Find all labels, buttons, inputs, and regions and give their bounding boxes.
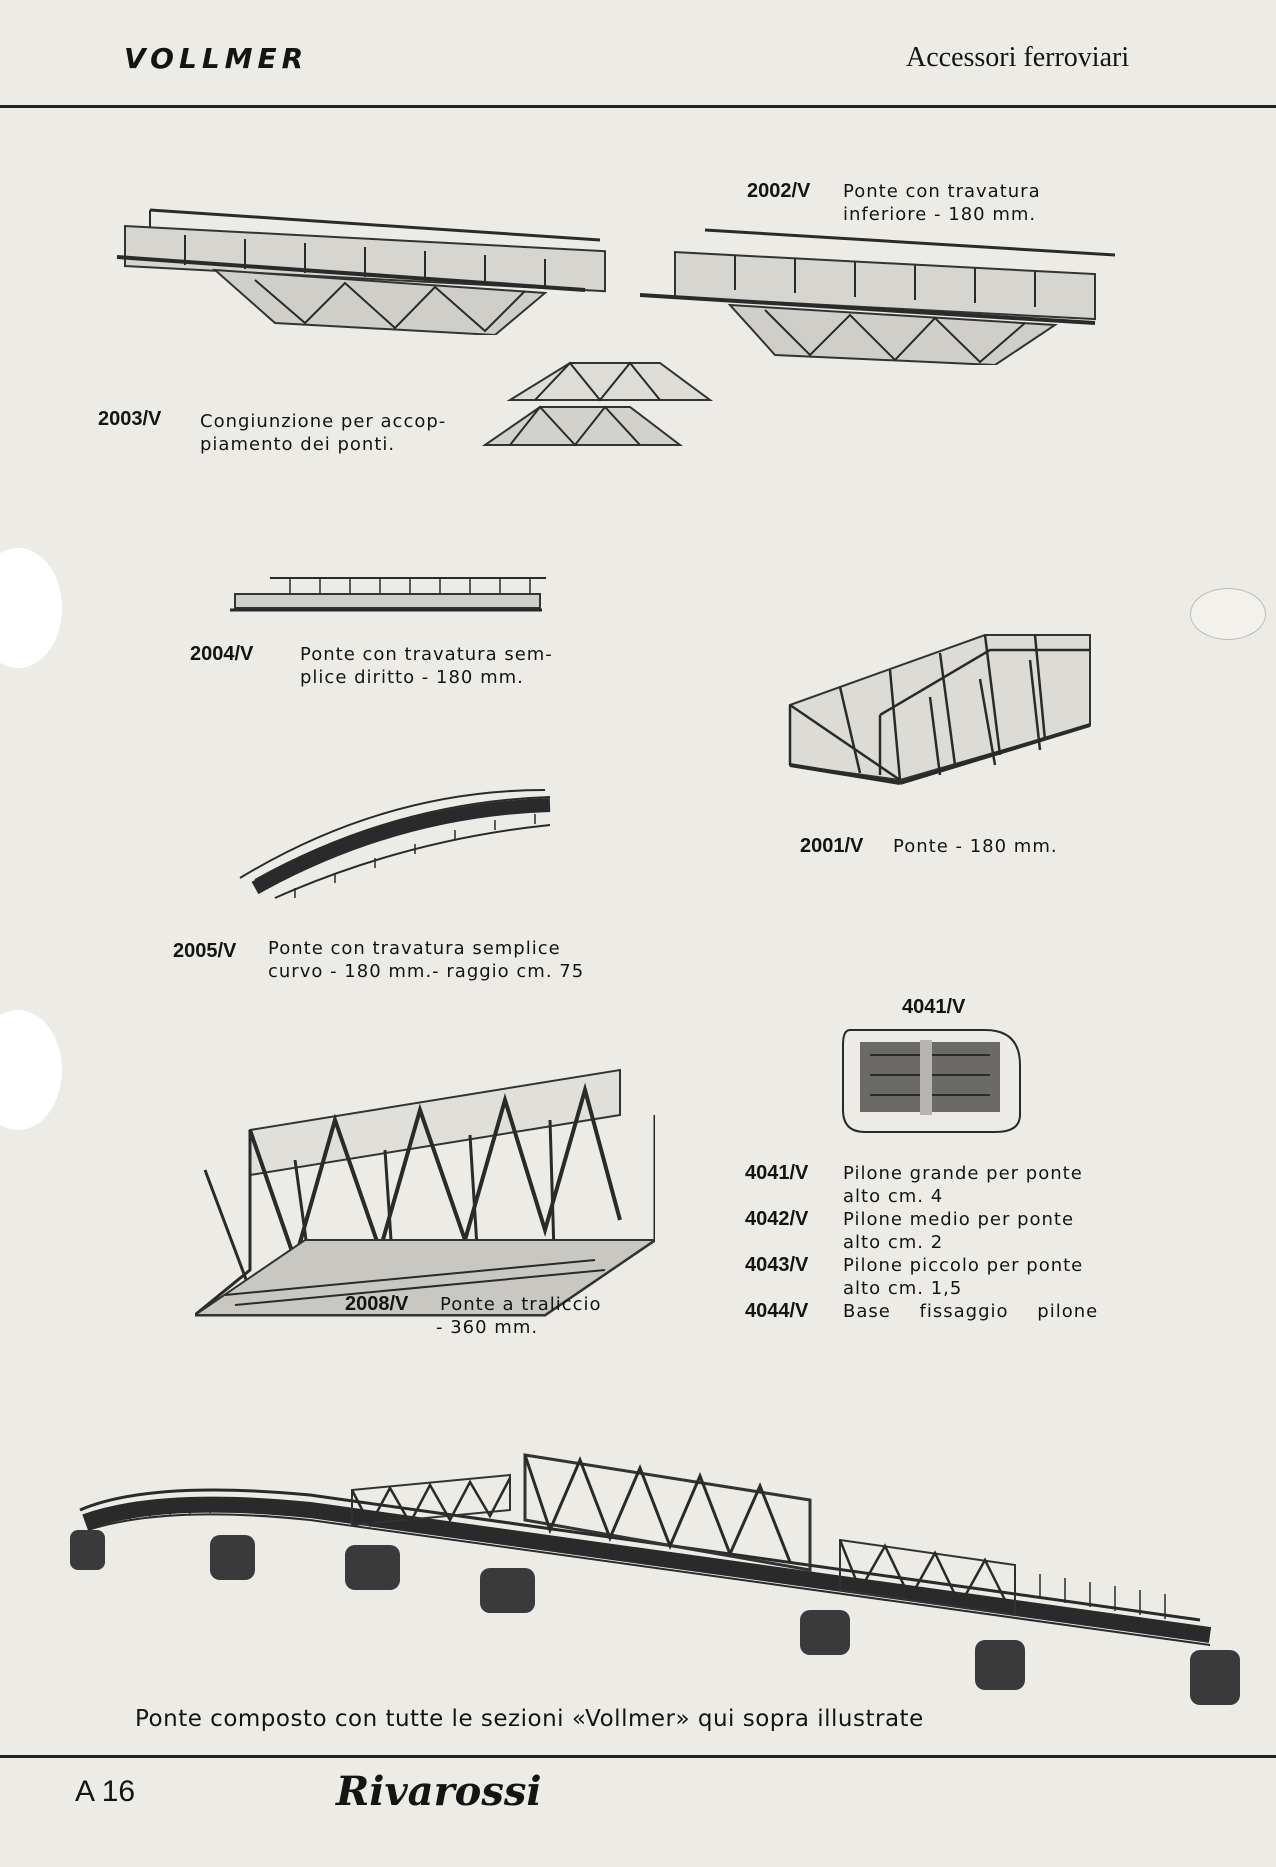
pylon-desc-4042-line1: Pilone medio per ponte (843, 1209, 1075, 1230)
straight-girder-bridge-illustration (230, 570, 550, 620)
item-desc-2005-line2: curvo - 180 mm.- raggio cm. 75 (268, 961, 585, 982)
punch-hole (1190, 588, 1266, 640)
pylon-code-4042: 4042/V (745, 1208, 809, 1230)
item-desc-2003-line2: piamento dei ponti. (200, 434, 396, 455)
item-code-2003: 2003/V (98, 408, 162, 430)
item-desc-2005-line1: Ponte con travatura semplice (268, 938, 561, 959)
pylon-desc-4043-line1: Pilone piccolo per ponte (843, 1255, 1084, 1276)
item-desc-2003-line1: Congiunzione per accop- (200, 411, 447, 432)
curved-girder-bridge-illustration (235, 780, 555, 910)
item-code-2001: 2001/V (800, 835, 864, 857)
item-desc-2002-line2: inferiore - 180 mm. (843, 204, 1037, 225)
item-code-2008: 2008/V (345, 1293, 409, 1315)
pylon-code-4041: 4041/V (745, 1162, 809, 1184)
header-rule (0, 105, 1276, 108)
footer-rule (0, 1755, 1276, 1758)
bridge-lower-truss-illustration-2 (635, 225, 1115, 365)
item-desc-2004-line2: plice diritto - 180 mm. (300, 667, 524, 688)
rivarossi-logo: Rivarossi (336, 1768, 542, 1815)
pylon-code-4043: 4043/V (745, 1254, 809, 1276)
pylon-desc-4044-line1: Base fissaggio pilone (843, 1301, 1099, 1322)
pylon-desc-4041-line1: Pilone grande per ponte (843, 1163, 1083, 1184)
item-desc-2001: Ponte - 180 mm. (893, 836, 1058, 857)
junction-truss-illustration (480, 355, 720, 455)
truss-bridge-illustration (780, 625, 1100, 795)
pylon-illustration (835, 1020, 1025, 1135)
item-desc-2004-line1: Ponte con travatura sem- (300, 644, 553, 665)
page-number: A 16 (75, 1775, 136, 1808)
section-title: Accessori ferroviari (906, 42, 1130, 73)
lattice-bridge-illustration (195, 1060, 655, 1330)
item-code-2005: 2005/V (173, 940, 237, 962)
binder-notch-top (0, 548, 62, 668)
pylon-desc-4041-line2: alto cm. 4 (843, 1186, 944, 1207)
composite-bridge-illustration (70, 1450, 1250, 1715)
item-desc-2008-line1: Ponte a traliccio (440, 1294, 602, 1315)
pylon-desc-4043-line2: alto cm. 1,5 (843, 1278, 963, 1299)
brand-title: VOLLMER (124, 42, 309, 75)
pylon-code-4044: 4044/V (745, 1300, 809, 1322)
binder-notch-bottom (0, 1010, 62, 1130)
pylon-desc-4042-line2: alto cm. 2 (843, 1232, 944, 1253)
composite-caption: Ponte composto con tutte le sezioni «Vollmer» qui sopra illustrate (135, 1706, 924, 1732)
item-code-2002: 2002/V (747, 180, 811, 202)
item-code-2004: 2004/V (190, 643, 254, 665)
bridge-lower-truss-illustration (105, 195, 615, 335)
item-code-4041-label: 4041/V (902, 996, 966, 1018)
item-desc-2008-line2: - 360 mm. (436, 1317, 539, 1338)
item-desc-2002-line1: Ponte con travatura (843, 181, 1041, 202)
